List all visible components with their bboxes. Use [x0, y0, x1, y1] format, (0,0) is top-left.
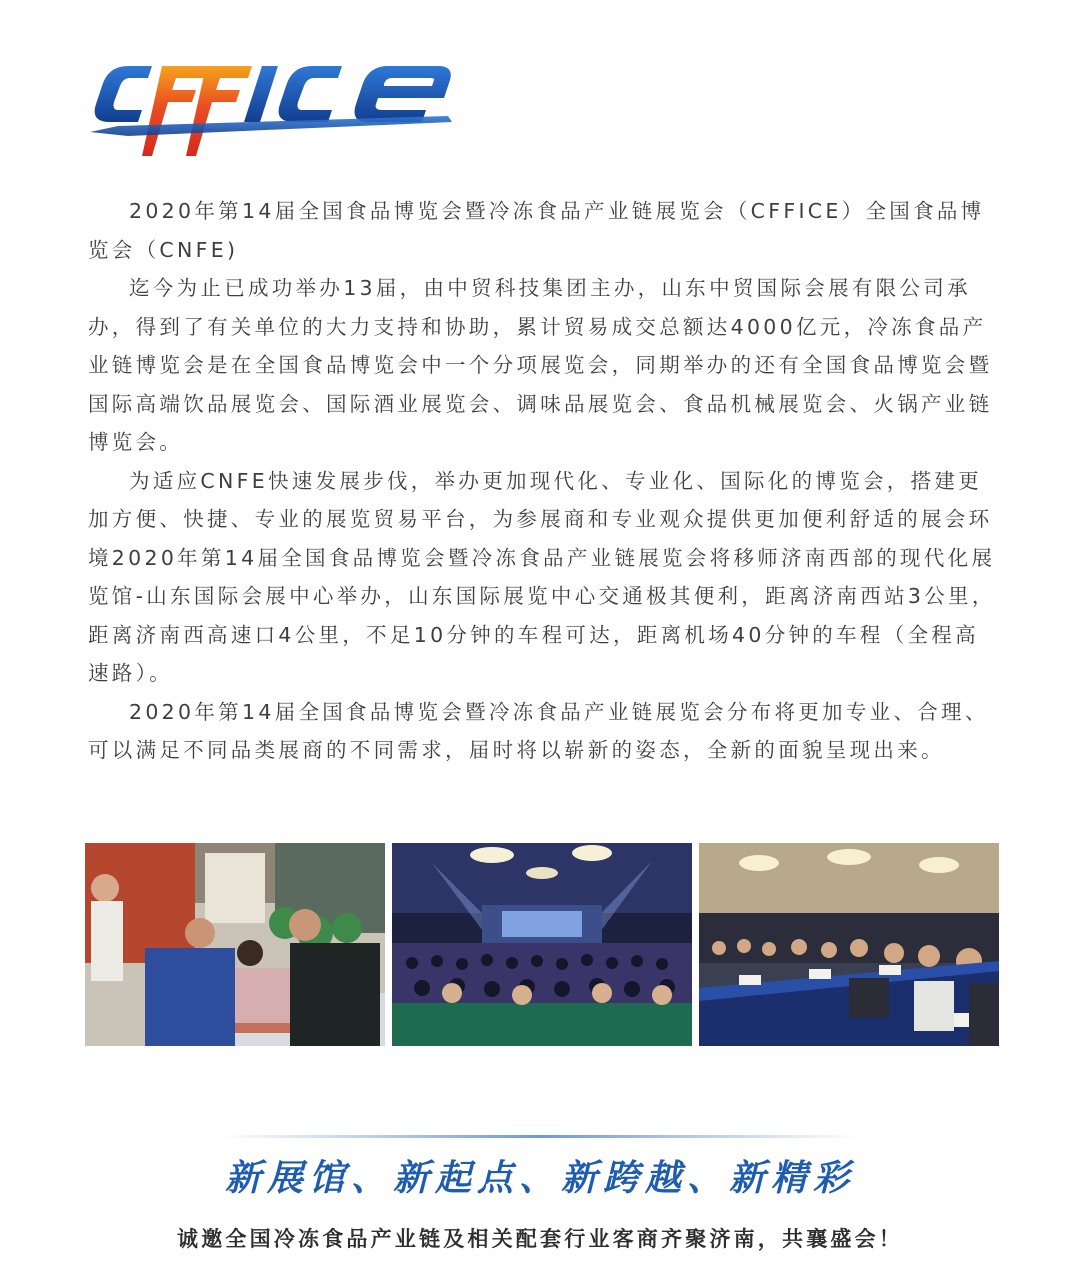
paragraph-4: 2020年第14届全国食品博览会暨冷冻食品产业链展览会分布将更加专业、合理、可以满足不同品类展商的不同需求，届时将以崭新的姿态，全新的面貌呈现出来。	[88, 699, 989, 762]
invitation-text: 诚邀全国冷冻食品产业链及相关配套行业客商齐聚济南，共襄盛会！	[177, 1227, 903, 1251]
intro-text	[88, 192, 998, 770]
paragraph-1: 2020年第14届全国食品博览会暨冷冻食品产业链展览会（CFFICE）全国食品博览会（CNFE)	[88, 199, 985, 262]
slogan: 新展馆、新起点、新跨越、新精彩	[224, 1157, 855, 1199]
paragraph-2: 迄今为止已成功举办13届，由中贸科技集团主办，山东中贸国际会展有限公司承办，得到了有关单位的大力支持和协助，累计贸易成交总额达4000亿元，冷冻食品产业链博览会是在全国食品博览会中一个分项展览会，同期举办的还有全国食品博览会暨国际高端饮品展览会、国际酒业展览会、调味品展览会、食品机械展览会、火锅产业链博览会。	[88, 276, 993, 454]
cffice-logo	[88, 56, 468, 160]
paragraph-3: 为适应CNFE快速发展步伐，举办更加现代化、专业化、国际化的博览会，搭建更加方便、快捷、专业的展览贸易平台，为参展商和专业观众提供更加便利舒适的展会环境2020年第14届全国食品博览会暨冷冻食品产业链展览会将移师济南西部的现代化展览馆-山东国际会展中心举办，山东国际展览中心交通极其便利，距离济南西站3公里，距离济南西高速口4公里，不足10分钟的车程可达，距离机场40分钟的车程（全程高速路）。	[88, 468, 996, 685]
slogan-divider	[220, 1135, 860, 1138]
conference-hall-stage-photo	[392, 843, 692, 1046]
photo-strip	[85, 843, 999, 1046]
conference-audience-photo	[699, 843, 999, 1046]
exhibition-booth-photo	[85, 843, 385, 1046]
logo-text	[88, 56, 468, 160]
